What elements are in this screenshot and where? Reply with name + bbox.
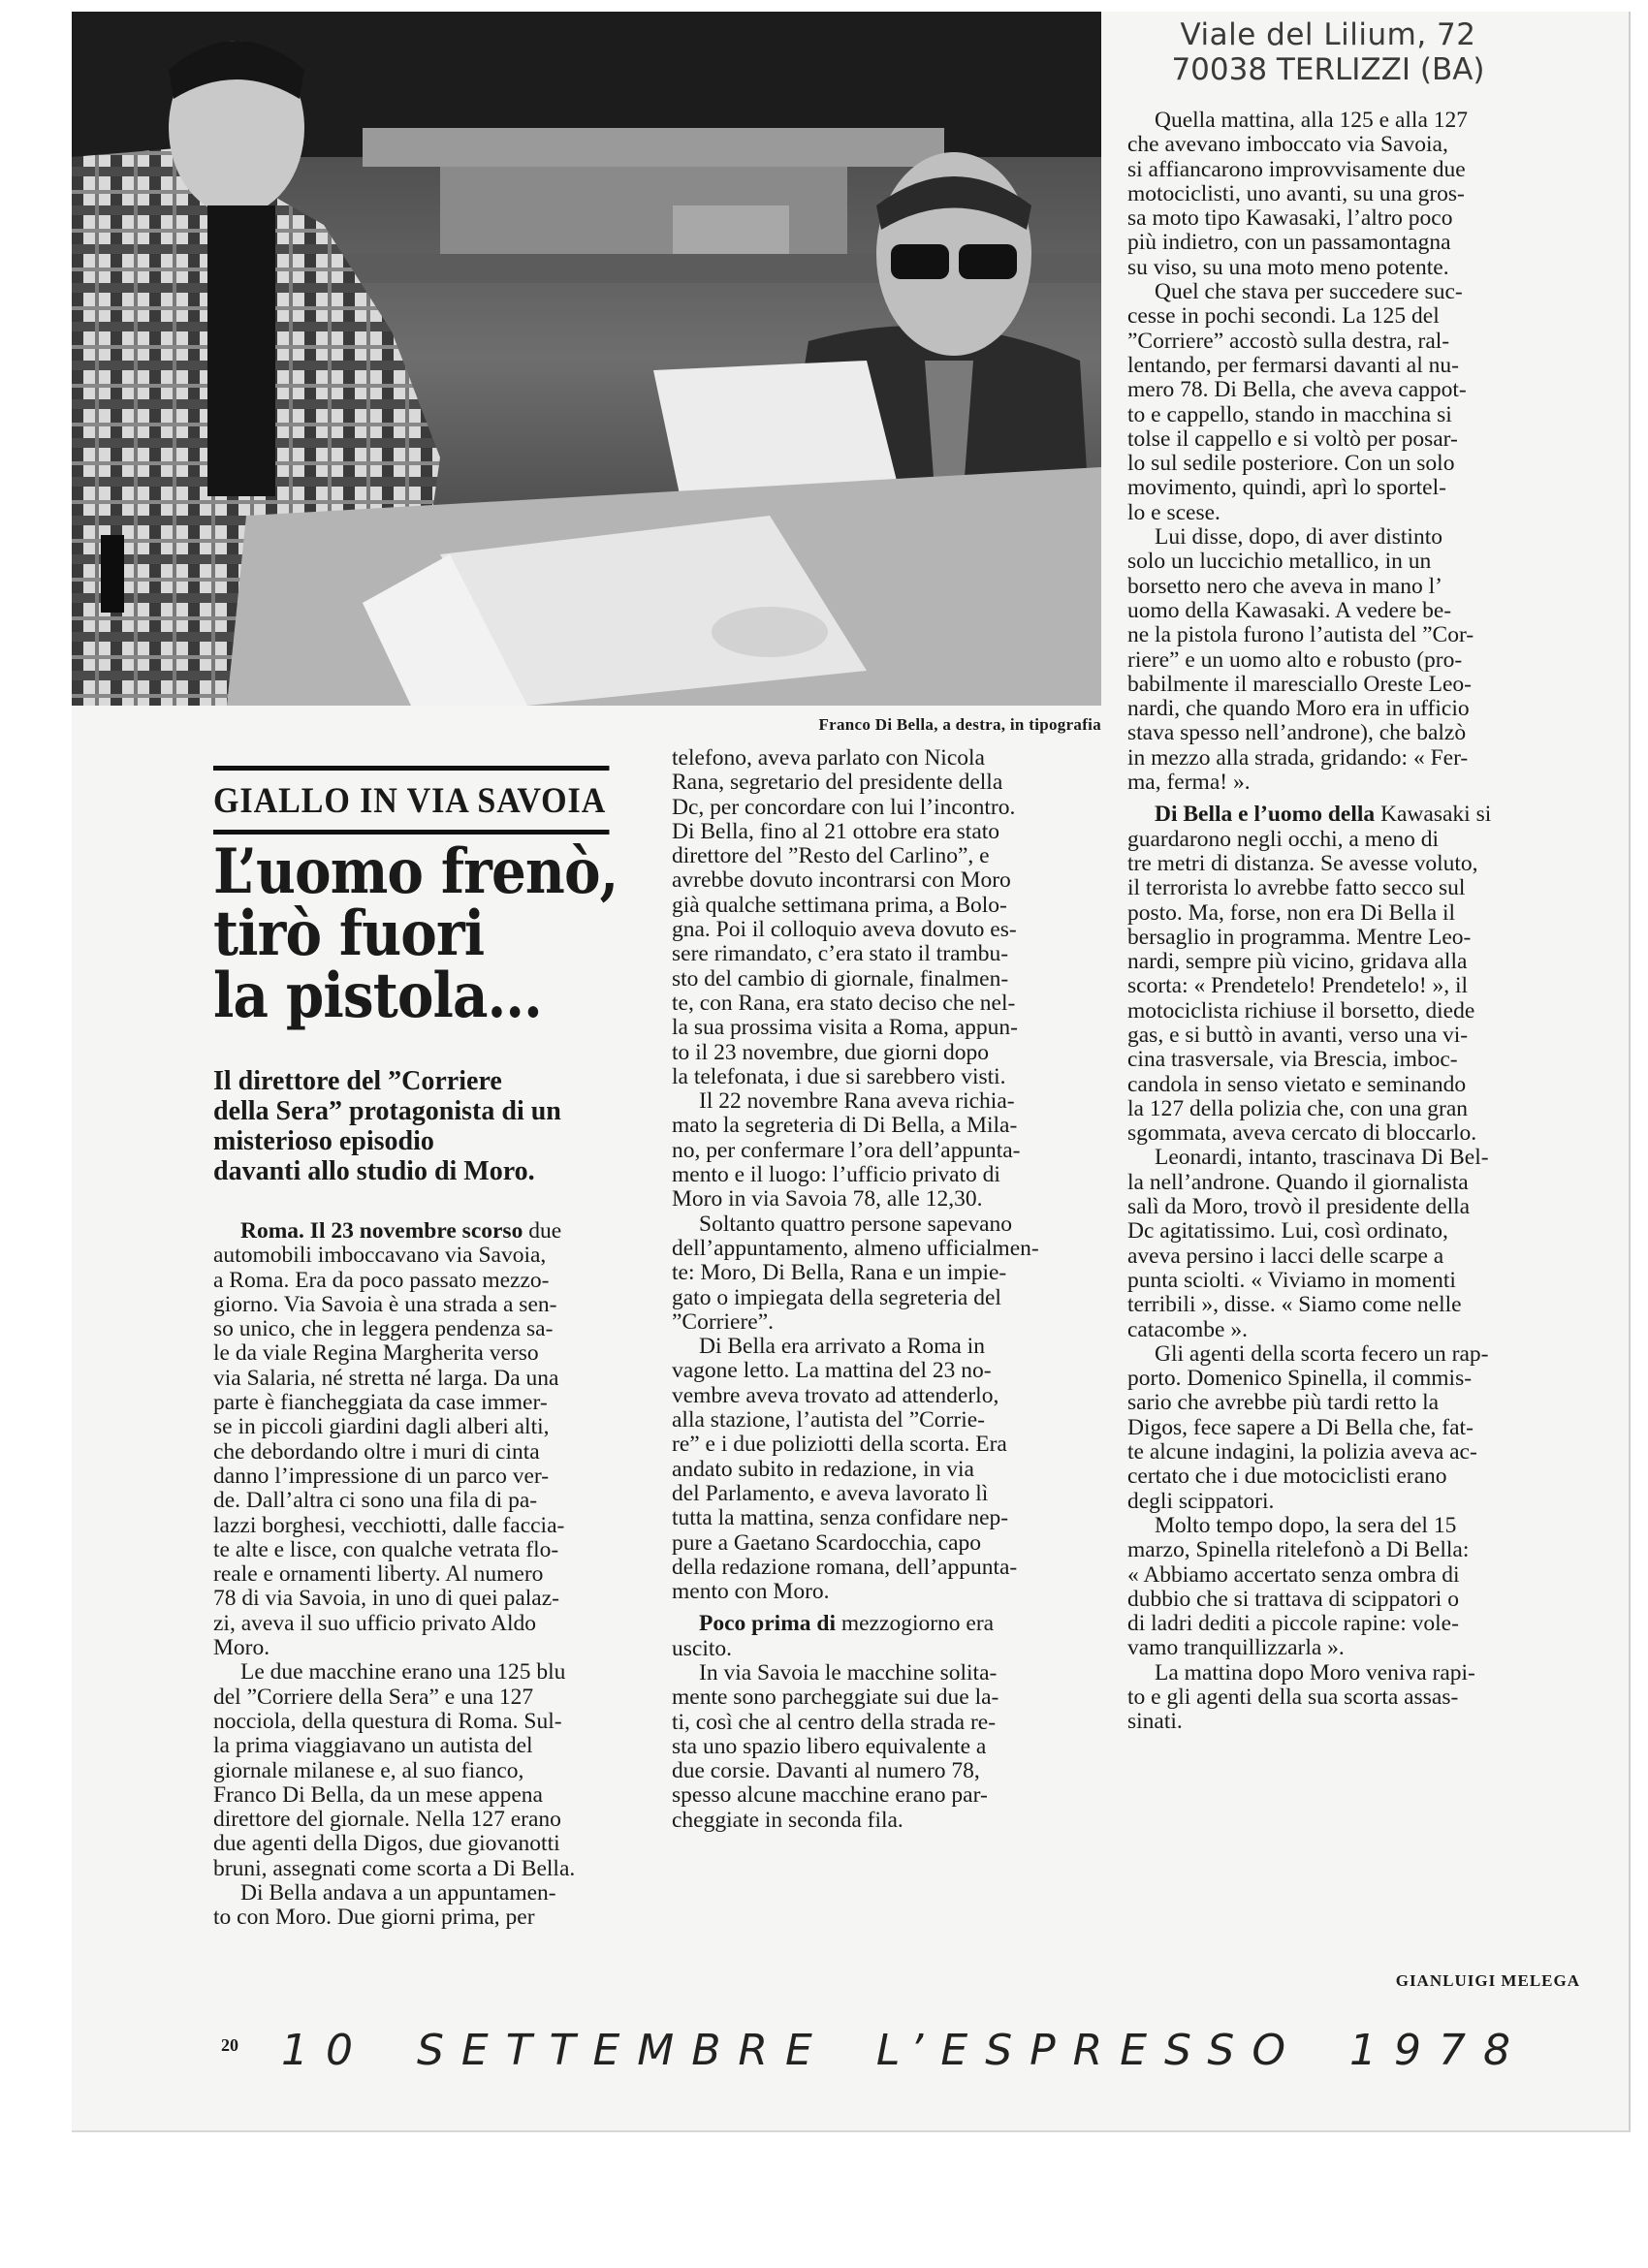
text-line: ”Corriere” accostò sulla destra, ral- (1127, 328, 1450, 354)
article-deck (213, 1066, 640, 1186)
text-line: due agenti della Digos, due giovanotti (213, 1831, 560, 1857)
text-line: la 127 della polizia che, con una gran (1127, 1095, 1469, 1121)
text-line: marzo, Spinella ritelefonò a Di Bella: (1127, 1537, 1470, 1563)
text-line: vamo tranquillizzarla ». (1127, 1635, 1345, 1661)
text-line: mero 78. Di Bella, che aveva cappot- (1127, 377, 1467, 403)
text-line: tre metri di distanza. Se avesse voluto, (1127, 850, 1478, 876)
deck-line: Il direttore del ”Corriere (213, 1066, 502, 1096)
text-line: danno l’impressione di un parco ver- (213, 1463, 550, 1489)
text-line: stava spesso nell’androne), che balzò (1127, 720, 1467, 746)
text-line: aveva persino i lacci delle scarpe a (1127, 1243, 1444, 1269)
headline-line: L’uomo frenò, (213, 835, 618, 908)
text-line: porto. Domenico Spinella, il commis- (1127, 1366, 1473, 1392)
text-line: mato la segreteria di Di Bella, a Mila- (672, 1113, 1018, 1139)
text-line: sta uno spazio libero equivalente a (672, 1733, 987, 1759)
text-line: nocciola, della questura di Roma. Sul- (213, 1708, 562, 1734)
text-line: tolse il cappello e si voltò per posar- (1127, 425, 1458, 452)
deck-line: davanti allo studio di Moro. (213, 1156, 535, 1186)
text-line: Lui disse, dopo, di aver distinto (1155, 524, 1442, 551)
text-line: zi, aveva il suo ufficio privato Aldo (213, 1610, 537, 1636)
text-line: to e gli agenti della sua scorta assas- (1127, 1685, 1459, 1710)
text-line: giorno. Via Savoia è una strada a sen- (213, 1291, 557, 1317)
text-line: cesse in pochi secondi. La 125 del (1127, 303, 1440, 330)
text-line: telefono, aveva parlato con Nicola (672, 745, 985, 771)
text-line: la sua prossima visita a Roma, appun- (672, 1015, 1018, 1041)
text-line: cina trasversale, via Brescia, imboc- (1127, 1047, 1458, 1073)
text-line: gas, e si buttò in avanti, verso una vi- (1127, 1022, 1469, 1048)
text-line: due corsie. Davanti al numero 78, (672, 1758, 980, 1784)
headline-line: tirò fuori (213, 898, 485, 970)
text-line: gna. Poi il colloquio aveva dovuto es- (672, 917, 1017, 943)
text-line: cheggiate in seconda fila. (672, 1807, 903, 1833)
text-line: il terrorista lo avrebbe fatto secco sul (1127, 875, 1466, 901)
text-line: Moro. (213, 1635, 270, 1661)
text-line: La mattina dopo Moro veniva rapi- (1155, 1659, 1475, 1685)
text-line: 78 di via Savoia, in uno di quei palaz- (213, 1586, 559, 1612)
text-line: sto del cambio di giornale, finalmen- (672, 965, 1009, 992)
text-line: parte è fiancheggiata da case immer- (213, 1390, 548, 1416)
text-line: candola in senso vietato e seminando (1127, 1071, 1467, 1097)
text-line: de. Dall’altra ci sono una fila di pa- (213, 1488, 538, 1514)
text-run: Kawasaki si (1375, 802, 1492, 828)
article-headline (213, 835, 650, 1032)
text-line: ma, ferma! ». (1127, 770, 1251, 796)
text-line: già qualche settimana prima, a Bolo- (672, 892, 1007, 918)
handwritten-year: 1978 (1348, 2026, 1528, 2075)
text-line: via Salaria, né stretta né larga. Da una (213, 1365, 559, 1391)
text-line: tutta la mattina, senza confidare nep- (672, 1505, 1009, 1531)
text-line: mente sono parcheggiate sui due la- (672, 1685, 999, 1711)
text-line: la prima viaggiavano un autista del (213, 1733, 533, 1759)
text-line (672, 1612, 1108, 1636)
deck-line: della Sera” protagonista di un (213, 1096, 561, 1126)
text-line: che avevano imboccato via Savoia, (1127, 132, 1448, 158)
text-line: te, con Rana, era stato deciso che nel- (672, 990, 1016, 1016)
text-line: so unico, che in leggera pendenza sa- (213, 1316, 554, 1342)
text-line: direttore del giornale. Nella 127 erano (213, 1807, 561, 1833)
text-line: ”Corriere”. (672, 1308, 775, 1335)
stamp-city: 70038 TERLIZZI (BA) (1171, 52, 1485, 87)
text-line: sere rimandato, c’era stato il trambu- (672, 941, 1009, 967)
text-line: di ladri dediti a piccole rapine: vole- (1127, 1611, 1459, 1637)
text-line: solo un luccichio metallico, in un (1127, 549, 1432, 575)
text-line: Dc, per concordare con lui l’incontro. (672, 794, 1016, 820)
text-line: sinati. (1127, 1709, 1183, 1735)
text-line: « Abbiamo accertato senza ombra di (1127, 1561, 1460, 1588)
text-line: direttore del ”Resto del Carlino”, e (672, 843, 990, 869)
text-line: lo e scese. (1127, 499, 1220, 525)
text-line: del ”Corriere della Sera” e una 127 (213, 1684, 534, 1710)
text-line: vagone letto. La mattina del 23 no- (672, 1358, 992, 1384)
text-line: mento con Moro. (672, 1579, 830, 1605)
text-line: In via Savoia le macchine solita- (699, 1659, 998, 1685)
text-line: gato o impiegata della segreteria del (672, 1284, 1001, 1310)
text-line: della redazione romana, dell’appunta- (672, 1554, 1018, 1580)
handwritten-day: 10 (281, 2026, 370, 2075)
text-line: Gli agenti della scorta fecero un rap- (1155, 1340, 1489, 1367)
text-line: certato che i due motociclisti erano (1127, 1464, 1447, 1490)
text-line: Franco Di Bella, da un mese appena (213, 1781, 543, 1808)
handwritten-magazine: L’ESPRESSO (875, 2026, 1303, 2075)
text-line: che debordando oltre i muri di cinta (213, 1438, 540, 1465)
text-line: dubbio che si trattava di scippatori o (1127, 1586, 1459, 1612)
author-byline: GIANLUIGI MELEGA (1395, 1971, 1580, 1990)
text-line: Quella mattina, alla 125 e alla 127 (1155, 108, 1469, 133)
photo-caption: Franco Di Bella, a destra, in tipografia (818, 715, 1101, 734)
text-line: Moro in via Savoia 78, alle 12,30. (672, 1186, 983, 1213)
text-line: punta sciolti. « Viviamo in momenti (1127, 1267, 1456, 1293)
text-line: salì da Moro, trovò il presidente della (1127, 1194, 1471, 1220)
text-line: automobili imboccavano via Savoia, (213, 1243, 547, 1269)
text-line (1127, 803, 1564, 827)
text-line: Quel che stava per succedere suc- (1155, 279, 1463, 305)
handwritten-month: SETTEMBRE (417, 2026, 830, 2075)
text-line: Soltanto quattro persone sapevano (699, 1211, 1013, 1237)
page-number: 20 (221, 2035, 238, 2055)
text-line: sario che avrebbe più tardi retto la (1127, 1390, 1440, 1416)
text-line: te alte e lisce, con qualche vetrata flo- (213, 1536, 559, 1562)
photo-di-bella-in-print-shop (72, 12, 1101, 706)
text-line: reale e ornamenti liberty. Al numero (213, 1561, 544, 1588)
text-line: se in piccoli giardini dagli alberi alti, (213, 1414, 550, 1440)
text-line: Il 22 novembre Rana aveva richia- (699, 1088, 1015, 1115)
text-line: scorta: « Prendetelo! Prendetelo! », il (1127, 973, 1469, 999)
text-line: catacombe ». (1127, 1316, 1248, 1342)
text-line: te alcune indagini, la polizia aveva ac- (1127, 1439, 1477, 1465)
text-line: bersaglio in programma. Mentre Leo- (1127, 924, 1472, 950)
text-line: le da viale Regina Margherita verso (213, 1340, 539, 1367)
text-line: avrebbe dovuto incontrarsi con Moro (672, 867, 1011, 894)
text-line: spesso alcune macchine erano par- (672, 1782, 988, 1809)
text-line: si affiancarono improvvisamente due (1127, 156, 1466, 182)
text-line: a Roma. Era da poco passato mezzo- (213, 1267, 550, 1293)
text-line: degli scippatori. (1127, 1488, 1275, 1514)
text-line: andato subito in redazione, in via (672, 1456, 974, 1482)
text-line: Dc agitatissimo. Lui, così ordinato, (1127, 1218, 1448, 1244)
text-line: Di Bella andava a un appuntamen- (240, 1880, 556, 1906)
text-line: più indietro, con un passamontagna (1127, 230, 1451, 256)
text-line: no, per confermare l’ora dell’appunta- (672, 1137, 1021, 1163)
article-column-1 (213, 1219, 644, 1931)
handwritten-date-note (281, 2026, 1574, 2075)
text-line: su viso, su una moto meno potente. (1127, 254, 1449, 280)
text-line: sa moto tipo Kawasaki, l’altro poco (1127, 205, 1453, 232)
text-line: uomo della Kawasaki. A vedere be- (1127, 597, 1452, 623)
text-line: ti, così che al centro della strada re- (672, 1709, 997, 1735)
deck-line: misterioso episodio (213, 1126, 434, 1156)
text-line: alla stazione, l’autista del ”Corrie- (672, 1407, 985, 1433)
text-line: Leonardi, intanto, trascinava Di Bel- (1155, 1145, 1489, 1171)
stamp-street: Viale del Lilium, 72 (1180, 17, 1476, 52)
text-line: motociclisti, uno avanti, su una gros- (1127, 180, 1465, 206)
text-run: mezzogiorno era (836, 1611, 995, 1637)
text-line: lo sul sedile posteriore. Con un solo (1127, 451, 1455, 477)
text-line: terribili », disse. « Siamo come nelle (1127, 1292, 1462, 1318)
text-line: del Parlamento, e aveva lavorato lì (672, 1480, 989, 1506)
text-line: bruni, assegnati come scorta a Di Bella. (213, 1855, 576, 1881)
text-line: in mezzo alla strada, gridando: « Fer- (1127, 744, 1469, 771)
text-line: ne la pistola furono l’autista del ”Cor- (1127, 622, 1474, 648)
article-column-3 (1127, 109, 1564, 1735)
text-line: motociclista richiuse il borsetto, diede (1127, 997, 1475, 1024)
text-line: lentando, per fermarsi davanti al nu- (1127, 352, 1459, 378)
text-line: uscito. (672, 1635, 733, 1661)
text-line: pure a Gaetano Scardocchia, capo (672, 1529, 982, 1556)
article-column-2 (672, 746, 1108, 1833)
text-line: Le due macchine erano una 125 blu (240, 1659, 566, 1685)
text-line: Di Bella, fino al 21 ottobre era stato (672, 818, 1000, 844)
bold-lead-in: Di Bella e l’uomo della (1155, 802, 1376, 828)
text-line: guardarono negli occhi, a meno di (1127, 826, 1440, 852)
text-line: borsetto nero che aveva in mano l’ (1127, 573, 1442, 599)
text-line: to e cappello, stando in macchina si (1127, 401, 1452, 427)
text-run: due (523, 1218, 562, 1244)
bold-lead-in: Poco prima di (699, 1611, 836, 1637)
text-line: Digos, fece sapere a Di Bella che, fat- (1127, 1414, 1474, 1440)
address-stamp (1115, 17, 1541, 87)
text-line: mento e il luogo: l’ufficio privato di (672, 1162, 1000, 1188)
headline-line: la pistola... (213, 960, 542, 1032)
text-line: te: Moro, Di Bella, Rana e un impie- (672, 1260, 1007, 1286)
text-line: re” e i due poliziotti della scorta. Era (672, 1432, 1007, 1458)
text-line: movimento, quindi, aprì lo sportel- (1127, 475, 1446, 501)
text-line: lazzi borghesi, vecchiotti, dalle faccia- (213, 1512, 565, 1538)
text-line: dell’appuntamento, almeno ufficialmen- (672, 1235, 1039, 1261)
text-line: Molto tempo dopo, la sera del 15 (1155, 1512, 1457, 1538)
text-line (213, 1219, 644, 1244)
text-line: riere” e un uomo alto e robusto (pro- (1127, 646, 1463, 673)
text-line: Rana, segretario del presidente della (672, 770, 1003, 796)
text-line: to con Moro. Due giorni prima, per (213, 1905, 535, 1931)
text-line: la telefonata, i due si sarebbero visti. (672, 1063, 1006, 1089)
section-rubric: GIALLO IN VIA SAVOIA (213, 766, 609, 835)
text-line: sgommata, aveva cercato di bloccarlo. (1127, 1120, 1477, 1147)
text-line: babilmente il maresciallo Oreste Leo- (1127, 671, 1472, 697)
text-line: vembre aveva trovato ad attenderlo, (672, 1382, 999, 1408)
bold-lead-in: Roma. Il 23 novembre scorso (240, 1218, 523, 1244)
text-line: giornale milanese e, al suo fianco, (213, 1757, 524, 1783)
text-line: nardi, che quando Moro era in ufficio (1127, 696, 1470, 722)
text-line: posto. Ma, forse, non era Di Bella il (1127, 899, 1456, 926)
text-line: Di Bella era arrivato a Roma in (699, 1334, 985, 1360)
text-line: nardi, sempre più vicino, gridava alla (1127, 949, 1468, 975)
text-line: to il 23 novembre, due giorni dopo (672, 1039, 989, 1065)
text-line: la nell’androne. Quando il giornalista (1127, 1169, 1469, 1195)
